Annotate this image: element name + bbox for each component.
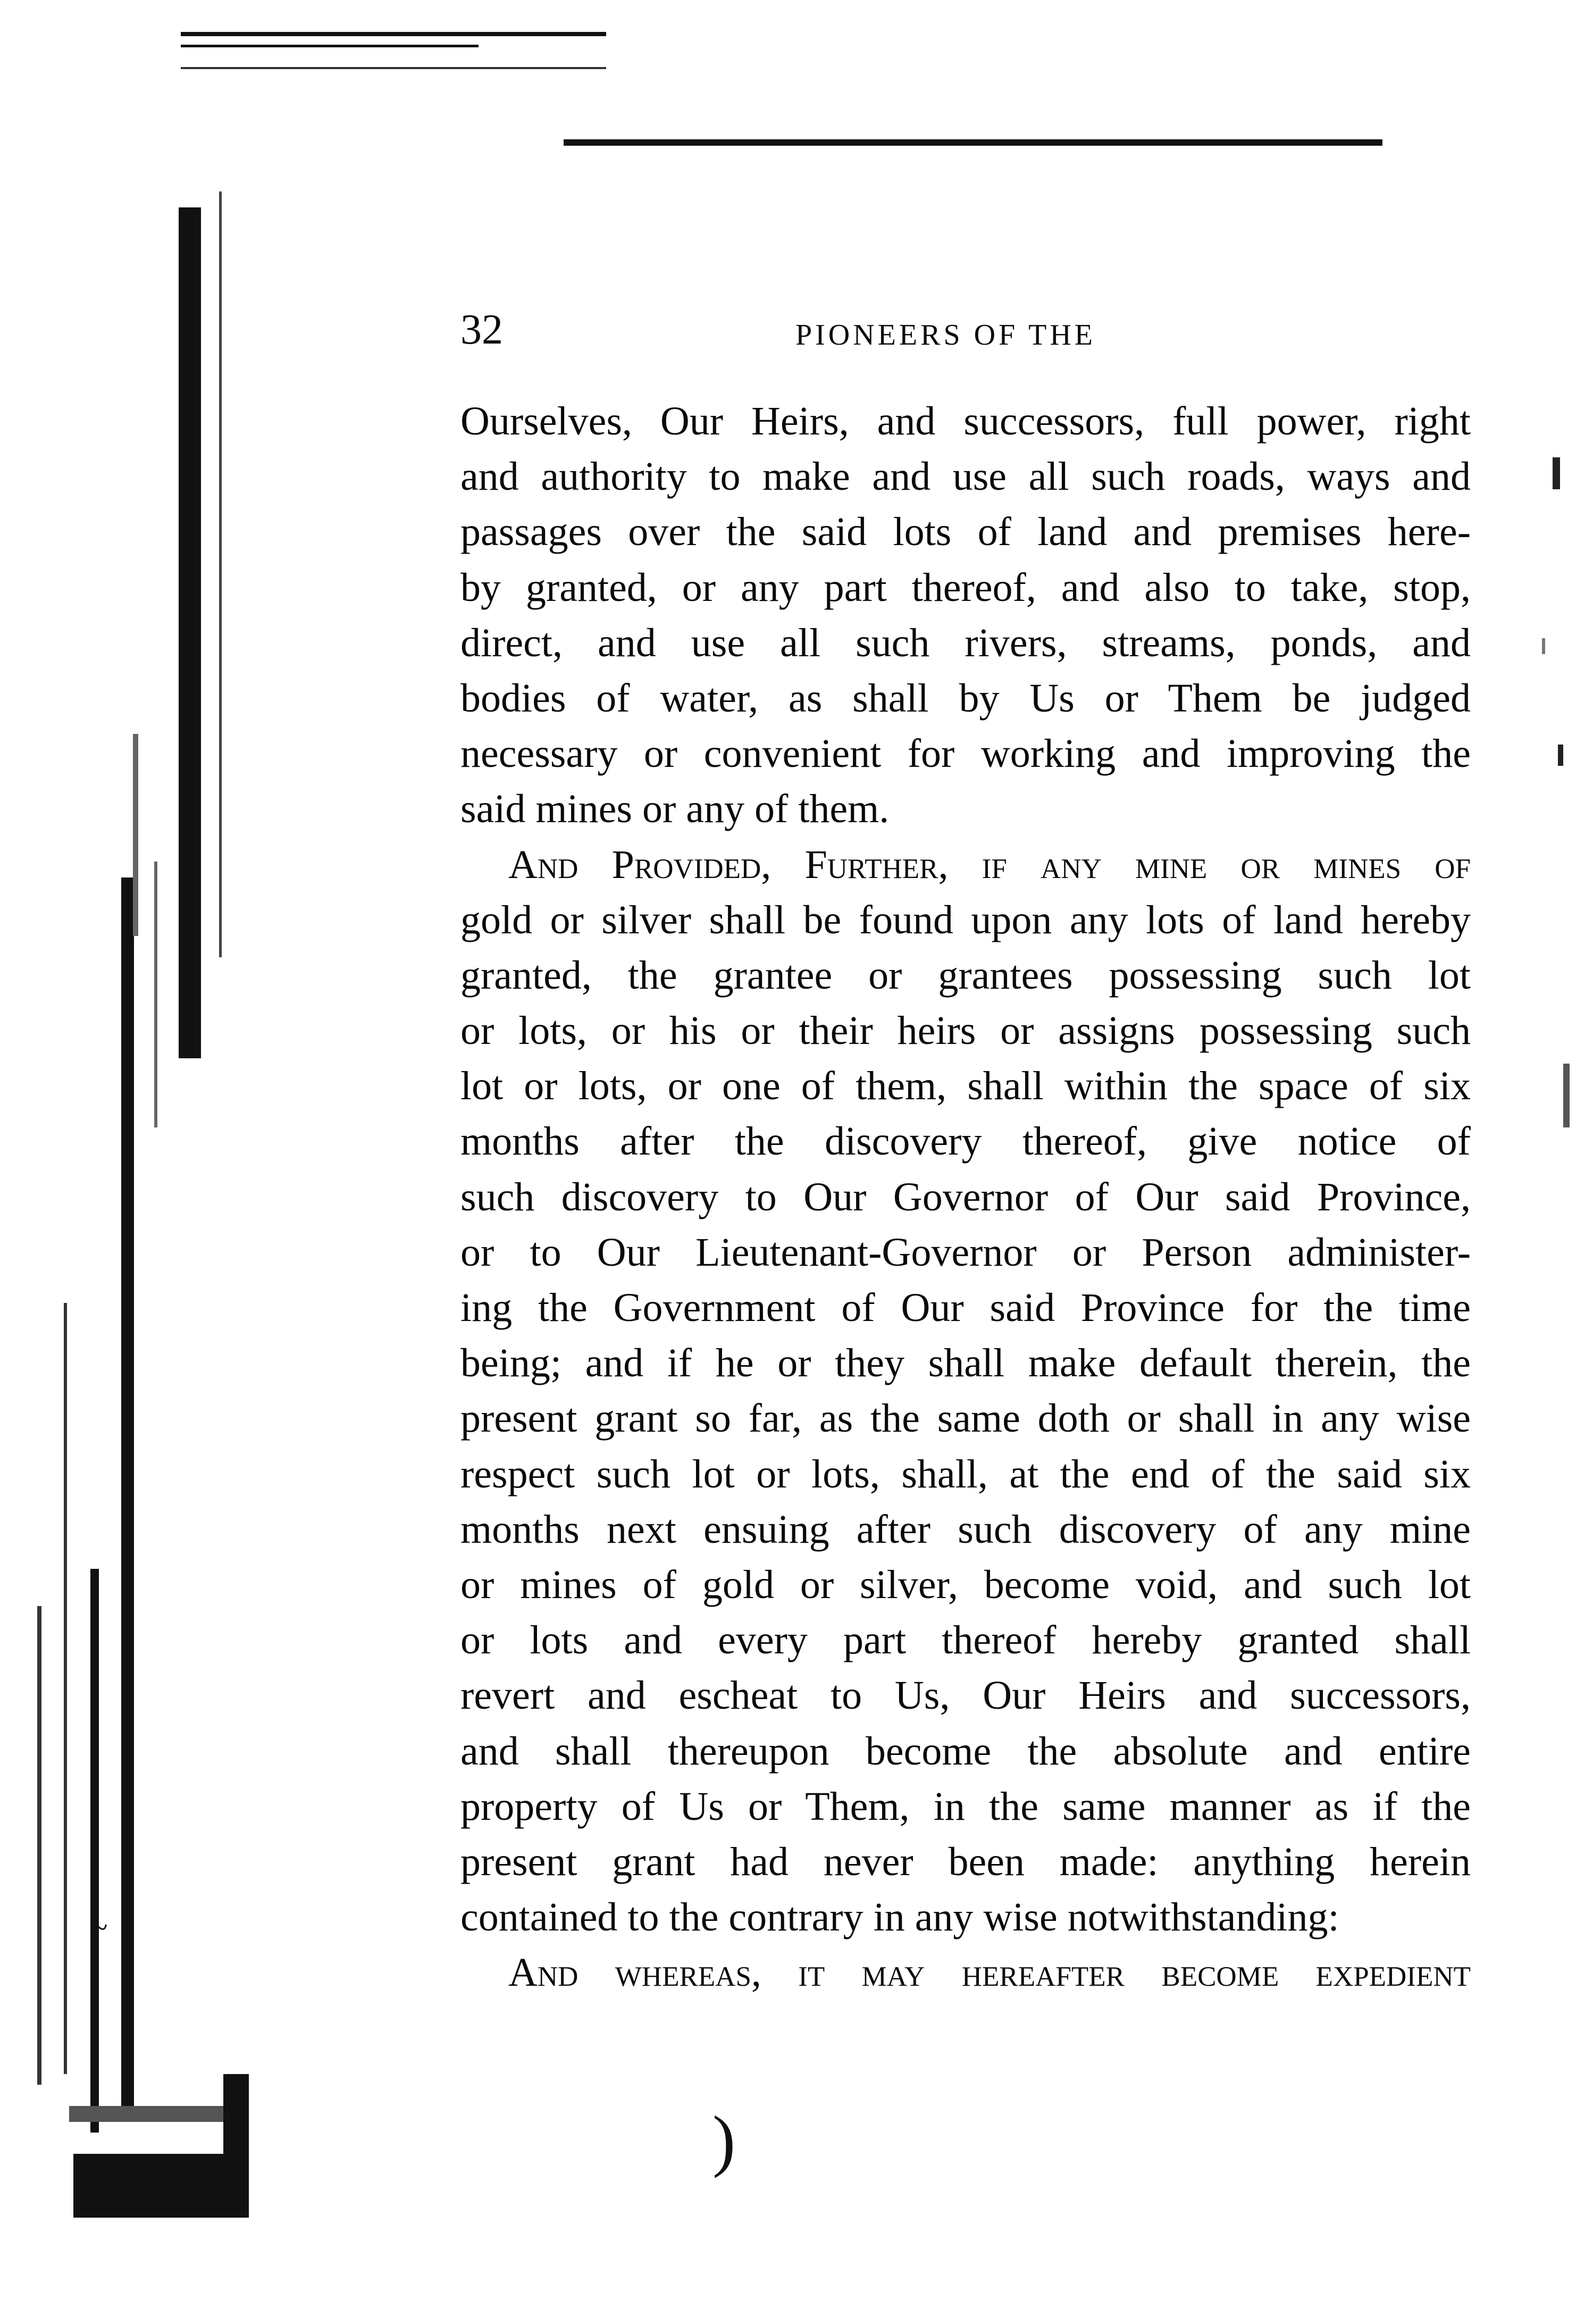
scan-stray-mark: ) bbox=[712, 2102, 736, 2179]
text-line: and authority to make and use all such roads, ways and bbox=[460, 454, 1471, 499]
text-line: necessary or convenient for working and improving the bbox=[460, 731, 1471, 776]
scan-binding-line bbox=[64, 1303, 67, 2074]
scan-binding-shadow bbox=[121, 877, 134, 2111]
text-line: said mines or any of them. bbox=[460, 787, 890, 832]
text-line: ing the Government of Our said Province for the time bbox=[460, 1285, 1471, 1330]
scan-edge-speck bbox=[1558, 745, 1563, 766]
text-line: present grant so far, as the same doth or shall in any wise bbox=[460, 1396, 1471, 1441]
scan-binding-noise bbox=[154, 862, 157, 1127]
text-line: being; and if he or they shall make default therein, the bbox=[460, 1341, 1471, 1386]
scan-corner-block bbox=[73, 2154, 249, 2218]
text-line: Ourselves, Our Heirs, and successors, full power, right bbox=[460, 399, 1471, 444]
scan-edge-top-rule bbox=[181, 32, 606, 36]
text-line: bodies of water, as shall by Us or Them be judged bbox=[460, 675, 1471, 721]
text-line: gold or silver shall be found upon any lots of land hereby bbox=[460, 897, 1471, 942]
text-line: contained to the contrary in any wise notwithstanding: bbox=[460, 1895, 1339, 1940]
scan-binding-line bbox=[219, 191, 222, 957]
text-line: respect such lot or lots, shall, at the end of the said six bbox=[460, 1451, 1471, 1497]
scan-edge-top-rule-faint bbox=[181, 67, 606, 69]
scan-binding-noise bbox=[133, 734, 138, 936]
scan-binding-shadow bbox=[179, 207, 201, 1058]
scan-stray-mark: ~ bbox=[90, 1910, 108, 1945]
text-line: or to Our Lieutenant-Governor or Person administer- bbox=[460, 1230, 1471, 1275]
text-line: revert and escheat to Us, Our Heirs and successors, bbox=[460, 1673, 1471, 1718]
scan-edge-speck bbox=[1553, 457, 1560, 489]
scan-edge-top-rule-thin bbox=[181, 45, 479, 47]
text-line: present grant had never been made: anything herein bbox=[460, 1839, 1471, 1884]
running-title: PIONEERS OF THE bbox=[795, 319, 1096, 352]
text-line: direct, and use all such rivers, streams, ponds, and bbox=[460, 620, 1471, 665]
text-line: or mines of gold or silver, become void, and such lot bbox=[460, 1562, 1471, 1607]
scan-binding-shadow bbox=[90, 1569, 99, 2133]
text-line: months next ensuing after such discovery of any mine bbox=[460, 1507, 1471, 1552]
text-line: property of Us or Them, in the same manner as if the bbox=[460, 1784, 1471, 1829]
text-line: such discovery to Our Governor of Our said Province, bbox=[460, 1174, 1471, 1219]
scan-edge-speck bbox=[1563, 1064, 1570, 1127]
body-text bbox=[460, 394, 1471, 2000]
text-line: granted, the grantee or grantees possessing such lot bbox=[460, 952, 1471, 998]
text-line: or lots and every part thereof hereby granted shall bbox=[460, 1618, 1471, 1663]
text-line: and shall thereupon become the absolute and entire bbox=[460, 1728, 1471, 1774]
scan-header-rule bbox=[564, 139, 1382, 146]
running-header bbox=[460, 303, 1471, 356]
scan-corner-strip bbox=[69, 2106, 229, 2122]
page-number: 32 bbox=[460, 306, 503, 353]
paragraph-start-line: And whereas, it may hereafter become expedient bbox=[508, 1950, 1471, 1995]
text-line: lot or lots, or one of them, shall within the space of six bbox=[460, 1064, 1471, 1109]
scan-edge-speck bbox=[1542, 638, 1545, 654]
paragraph-start-line: And Provided, Further, if any mine or mines of bbox=[508, 842, 1471, 887]
text-line: by granted, or any part thereof, and also to take, stop, bbox=[460, 565, 1471, 610]
text-line: months after the discovery thereof, give notice of bbox=[460, 1119, 1471, 1164]
scan-binding-line bbox=[37, 1606, 41, 2085]
text-line: or lots, or his or their heirs or assigns possessing such bbox=[460, 1008, 1471, 1054]
text-line: passages over the said lots of land and premises here- bbox=[460, 509, 1471, 555]
